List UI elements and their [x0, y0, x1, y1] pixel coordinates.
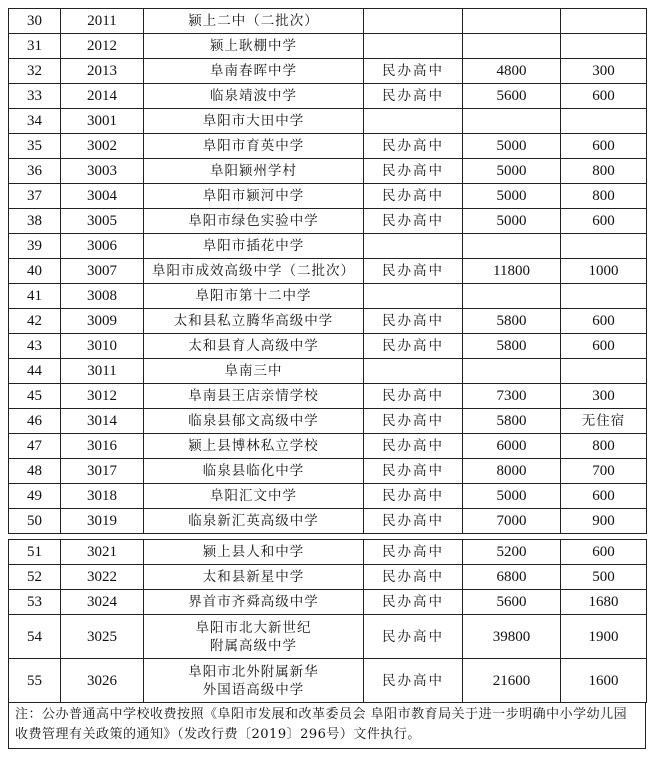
table-row — [9, 359, 647, 384]
school-type: 民办高中 — [364, 334, 463, 359]
school-type: 民办高中 — [364, 84, 463, 109]
table-row — [9, 259, 647, 284]
school-type — [364, 234, 463, 259]
fee-table-sheet — [8, 8, 646, 749]
row-index: 31 — [9, 34, 61, 59]
tuition-fee: 8000 — [463, 459, 561, 484]
row-index: 38 — [9, 209, 61, 234]
row-index: 40 — [9, 259, 61, 284]
school-name-line2: 外国语高级中学 — [202, 681, 305, 698]
tuition-fee: 21600 — [463, 659, 561, 703]
tuition-fee: 5800 — [463, 309, 561, 334]
school-name — [144, 659, 364, 703]
tuition-fee: 5000 — [463, 209, 561, 234]
school-name-line1: 阜阳市北大新世纪 — [195, 619, 312, 636]
tuition-fee: 7300 — [463, 384, 561, 409]
school-code: 3002 — [61, 134, 144, 159]
table-row — [9, 659, 647, 703]
table-row — [9, 309, 647, 334]
school-code: 3010 — [61, 334, 144, 359]
tuition-fee: 5200 — [463, 540, 561, 565]
school-type: 民办高中 — [364, 184, 463, 209]
school-name: 颍上二中（二批次） — [144, 9, 364, 34]
tuition-fee — [463, 109, 561, 134]
lodging-fee — [561, 34, 647, 59]
tuition-fee: 5000 — [463, 484, 561, 509]
school-type: 民办高中 — [364, 209, 463, 234]
table-row — [9, 409, 647, 434]
footnote: 注：公办普通高中学校收费按照《阜阳市发展和改革委员会 阜阳市教育局关于进一步明确中小学幼儿园收费管理有关政策的通知》（发改行费〔2019〕296号）文件执行。 — [8, 703, 646, 749]
school-name: 颍上县博林私立学校 — [144, 434, 364, 459]
row-index: 51 — [9, 540, 61, 565]
school-name: 太和县育人高级中学 — [144, 334, 364, 359]
lodging-fee: 800 — [561, 184, 647, 209]
lodging-fee: 600 — [561, 484, 647, 509]
lodging-fee: 600 — [561, 84, 647, 109]
school-name: 界首市齐舜高级中学 — [144, 590, 364, 615]
lodging-fee: 1000 — [561, 259, 647, 284]
row-index: 41 — [9, 284, 61, 309]
lodging-fee — [561, 109, 647, 134]
school-name: 阜阳市绿色实验中学 — [144, 209, 364, 234]
lodging-fee: 800 — [561, 434, 647, 459]
school-type: 民办高中 — [364, 434, 463, 459]
tuition-fee — [463, 359, 561, 384]
school-code: 3022 — [61, 565, 144, 590]
school-code: 3021 — [61, 540, 144, 565]
row-index: 44 — [9, 359, 61, 384]
school-type: 民办高中 — [364, 259, 463, 284]
row-index: 37 — [9, 184, 61, 209]
school-name: 阜南县王店亲情学校 — [144, 384, 364, 409]
tuition-fee: 4800 — [463, 59, 561, 84]
table-row — [9, 159, 647, 184]
school-type — [364, 34, 463, 59]
table-row — [9, 134, 647, 159]
school-code: 3008 — [61, 284, 144, 309]
tuition-fee: 6000 — [463, 434, 561, 459]
tuition-fee: 5000 — [463, 184, 561, 209]
table-row — [9, 384, 647, 409]
school-code: 3011 — [61, 359, 144, 384]
tuition-fee: 5800 — [463, 409, 561, 434]
school-name: 阜阳市育英中学 — [144, 134, 364, 159]
school-code: 3025 — [61, 615, 144, 659]
row-index: 45 — [9, 384, 61, 409]
school-type — [364, 9, 463, 34]
row-index: 39 — [9, 234, 61, 259]
tuition-fee — [463, 9, 561, 34]
tuition-fee: 5600 — [463, 84, 561, 109]
school-name: 临泉新汇英高级中学 — [144, 509, 364, 534]
table-row — [9, 59, 647, 84]
row-index: 49 — [9, 484, 61, 509]
lodging-fee: 1600 — [561, 659, 647, 703]
school-type: 民办高中 — [364, 590, 463, 615]
row-index: 34 — [9, 109, 61, 134]
row-index: 54 — [9, 615, 61, 659]
table-row — [9, 484, 647, 509]
school-name: 颍上县人和中学 — [144, 540, 364, 565]
school-name-line2: 附属高级中学 — [210, 637, 297, 654]
school-name: 太和县私立腾华高级中学 — [144, 309, 364, 334]
tuition-fee: 5000 — [463, 159, 561, 184]
school-name-line1: 阜阳市北外附属新华 — [188, 663, 319, 680]
school-type: 民办高中 — [364, 459, 463, 484]
school-type: 民办高中 — [364, 309, 463, 334]
school-name: 临泉靖波中学 — [144, 84, 364, 109]
school-name: 临泉县临化中学 — [144, 459, 364, 484]
school-type: 民办高中 — [364, 409, 463, 434]
school-code: 2011 — [61, 9, 144, 34]
school-code: 3005 — [61, 209, 144, 234]
school-name: 临泉县郁文高级中学 — [144, 409, 364, 434]
table-row — [9, 459, 647, 484]
table-row — [9, 84, 647, 109]
school-code: 3003 — [61, 159, 144, 184]
table-row — [9, 615, 647, 659]
lodging-fee: 1680 — [561, 590, 647, 615]
school-type: 民办高中 — [364, 484, 463, 509]
row-index: 43 — [9, 334, 61, 359]
table-row — [9, 434, 647, 459]
school-code: 3018 — [61, 484, 144, 509]
school-type: 民办高中 — [364, 615, 463, 659]
tuition-fee: 7000 — [463, 509, 561, 534]
row-index: 50 — [9, 509, 61, 534]
school-name: 阜阳市颍河中学 — [144, 184, 364, 209]
row-index: 55 — [9, 659, 61, 703]
table-row — [9, 234, 647, 259]
table-row — [9, 509, 647, 534]
lodging-fee — [561, 359, 647, 384]
school-code: 3016 — [61, 434, 144, 459]
lodging-fee: 800 — [561, 159, 647, 184]
school-type: 民办高中 — [364, 540, 463, 565]
row-index: 47 — [9, 434, 61, 459]
school-code: 3019 — [61, 509, 144, 534]
school-type: 民办高中 — [364, 509, 463, 534]
row-index: 48 — [9, 459, 61, 484]
school-name: 阜阳市插花中学 — [144, 234, 364, 259]
table-row — [9, 209, 647, 234]
table-row — [9, 9, 647, 34]
table-row — [9, 34, 647, 59]
table-row — [9, 284, 647, 309]
school-code: 2013 — [61, 59, 144, 84]
school-type: 民办高中 — [364, 59, 463, 84]
school-code: 2014 — [61, 84, 144, 109]
school-code: 3024 — [61, 590, 144, 615]
school-name — [144, 615, 364, 659]
school-name: 阜阳颍州学村 — [144, 159, 364, 184]
school-code: 3017 — [61, 459, 144, 484]
lodging-fee: 无住宿 — [561, 409, 647, 434]
table-row — [9, 184, 647, 209]
school-type: 民办高中 — [364, 159, 463, 184]
lodging-fee: 900 — [561, 509, 647, 534]
row-index: 53 — [9, 590, 61, 615]
tuition-fee: 5000 — [463, 134, 561, 159]
lodging-fee — [561, 234, 647, 259]
lodging-fee: 600 — [561, 334, 647, 359]
school-code: 3004 — [61, 184, 144, 209]
row-index: 32 — [9, 59, 61, 84]
fee-table-top — [8, 8, 647, 534]
school-name: 阜南春晖中学 — [144, 59, 364, 84]
school-code: 3006 — [61, 234, 144, 259]
row-index: 33 — [9, 84, 61, 109]
school-code: 3007 — [61, 259, 144, 284]
table-row — [9, 565, 647, 590]
table-row — [9, 109, 647, 134]
row-index: 46 — [9, 409, 61, 434]
lodging-fee: 300 — [561, 384, 647, 409]
tuition-fee: 39800 — [463, 615, 561, 659]
school-type: 民办高中 — [364, 384, 463, 409]
tuition-fee — [463, 34, 561, 59]
row-index: 35 — [9, 134, 61, 159]
tuition-fee: 11800 — [463, 259, 561, 284]
school-type: 民办高中 — [364, 134, 463, 159]
lodging-fee: 600 — [561, 134, 647, 159]
lodging-fee: 600 — [561, 209, 647, 234]
table-row — [9, 540, 647, 565]
row-index: 52 — [9, 565, 61, 590]
school-code: 3009 — [61, 309, 144, 334]
lodging-fee: 500 — [561, 565, 647, 590]
school-type — [364, 284, 463, 309]
lodging-fee: 300 — [561, 59, 647, 84]
lodging-fee: 600 — [561, 540, 647, 565]
school-code: 3014 — [61, 409, 144, 434]
lodging-fee: 600 — [561, 309, 647, 334]
tuition-fee — [463, 284, 561, 309]
school-name: 颍上耿棚中学 — [144, 34, 364, 59]
school-type — [364, 109, 463, 134]
school-type: 民办高中 — [364, 565, 463, 590]
school-name: 阜阳市第十二中学 — [144, 284, 364, 309]
school-name: 太和县新星中学 — [144, 565, 364, 590]
row-index: 42 — [9, 309, 61, 334]
row-index: 36 — [9, 159, 61, 184]
lodging-fee: 1900 — [561, 615, 647, 659]
table-row — [9, 334, 647, 359]
school-name: 阜阳市成效高级中学（二批次） — [144, 259, 364, 284]
school-code: 3026 — [61, 659, 144, 703]
tuition-fee: 6800 — [463, 565, 561, 590]
tuition-fee — [463, 234, 561, 259]
table-row — [9, 590, 647, 615]
fee-table-bottom — [8, 539, 647, 703]
school-name: 阜阳市大田中学 — [144, 109, 364, 134]
tuition-fee: 5800 — [463, 334, 561, 359]
row-index: 30 — [9, 9, 61, 34]
school-type — [364, 359, 463, 384]
school-code: 2012 — [61, 34, 144, 59]
tuition-fee: 5600 — [463, 590, 561, 615]
school-name: 阜阳汇文中学 — [144, 484, 364, 509]
school-type: 民办高中 — [364, 659, 463, 703]
lodging-fee: 700 — [561, 459, 647, 484]
lodging-fee — [561, 9, 647, 34]
school-code: 3012 — [61, 384, 144, 409]
school-code: 3001 — [61, 109, 144, 134]
lodging-fee — [561, 284, 647, 309]
school-name: 阜南三中 — [144, 359, 364, 384]
